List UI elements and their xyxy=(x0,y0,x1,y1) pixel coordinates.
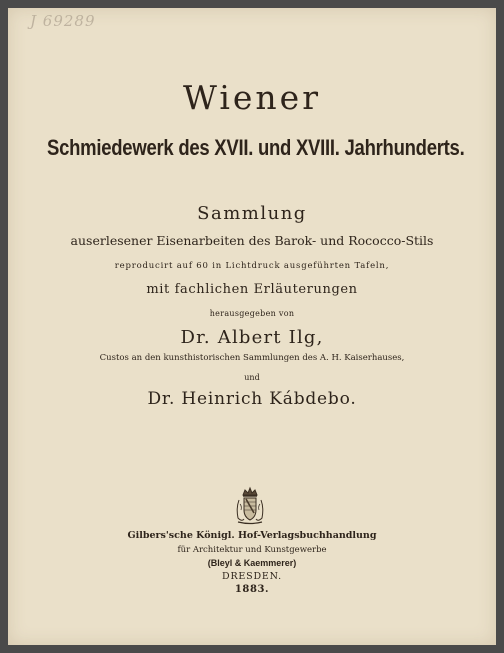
page-subtitle: Schmiedewerk des XVII. und XVIII. Jahrhunderts. xyxy=(47,135,465,160)
publisher-owners: (Bleyl & Kaemmerer) xyxy=(207,558,297,568)
description-heading: Sammlung xyxy=(197,203,307,224)
author-name: Dr. Heinrich Kábdebo. xyxy=(147,389,357,409)
title-page xyxy=(8,8,496,645)
page-title: Wiener xyxy=(183,78,321,117)
shelfmark-stamp: J 69289 xyxy=(30,12,96,30)
publisher-description: für Architektur und Kunstgewerbe xyxy=(177,545,327,555)
editors-intro: herausgegeben von xyxy=(209,309,295,318)
publisher-name: Gilbers'sche Königl. Hof-Verlagsbuchhandlung xyxy=(127,530,377,541)
description-commentary: mit fachlichen Erläuterungen xyxy=(146,282,358,297)
editors-conjunction: und xyxy=(244,373,260,382)
description-plates-note: reproducirt auf 60 in Lichtdruck ausgeführten Tafeln, xyxy=(114,261,390,271)
royal-coat-of-arms-icon xyxy=(230,486,270,526)
description-line: auserlesener Eisenarbeiten des Barok- und Rococco-Stils xyxy=(70,233,434,248)
author-name: Dr. Albert Ilg, xyxy=(180,327,324,348)
publication-city: DRESDEN. xyxy=(222,571,282,582)
publication-year: 1883. xyxy=(234,584,270,595)
author-role: Custos an den kunsthistorischen Sammlungen des A. H. Kaiserhauses, xyxy=(99,353,405,363)
